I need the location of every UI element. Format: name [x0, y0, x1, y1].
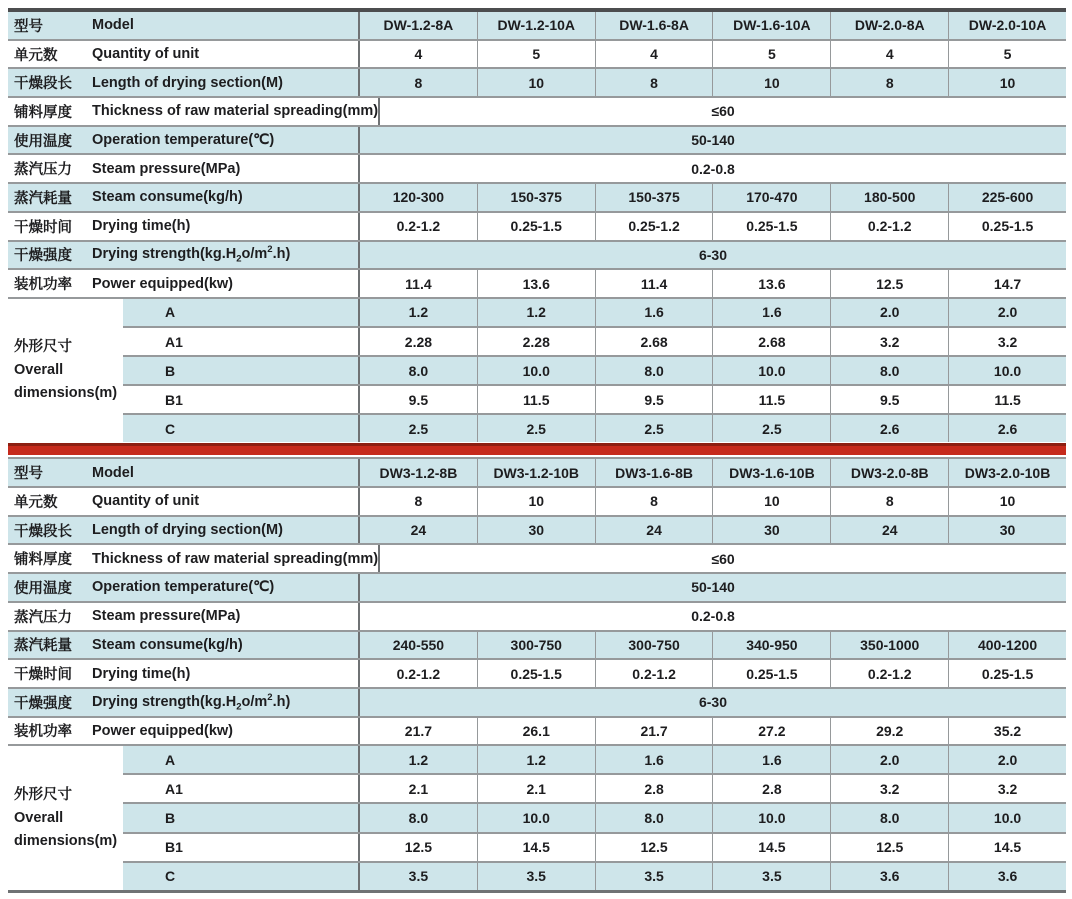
value-cell: 8	[360, 488, 478, 515]
value-cell: DW-1.6-8A	[596, 12, 714, 39]
dimension-sub-label: A1	[123, 328, 360, 355]
value-cell: 14.5	[993, 839, 1022, 856]
value-cell: 3.5	[596, 863, 714, 890]
spec-table-series-a	[8, 8, 1066, 442]
value-cell: 12.5	[596, 834, 714, 861]
label-text: .h)	[272, 246, 291, 263]
merged-value-cell: 0.2-0.8	[691, 160, 735, 177]
row-label-en	[92, 244, 290, 265]
row-label-zh: 蒸汽压力	[14, 609, 72, 626]
table-row	[8, 213, 1066, 242]
dimensions-label-en: Overall	[14, 809, 64, 826]
table-row	[8, 545, 1066, 574]
row-values	[360, 775, 1066, 802]
value-cell: 9.5	[360, 386, 478, 413]
row-label-en: Operation temperature(℃)	[92, 132, 275, 149]
value-cell: 9.5	[596, 386, 714, 413]
row-label-zh: 使用温度	[14, 133, 72, 150]
value-cell: 21.7	[596, 718, 714, 745]
value-cell: DW3-1.6-8B	[596, 459, 714, 486]
red-divider-bar	[8, 443, 1066, 455]
row-values	[360, 184, 1066, 211]
dimensions-label-cell	[8, 746, 123, 890]
value-cell: 150-375	[478, 184, 596, 211]
value-cell: 2.0	[831, 299, 949, 326]
table-row	[8, 155, 1066, 184]
value-cell: 13.6	[713, 270, 831, 297]
value-cell: 14.7	[993, 275, 1022, 292]
row-label-zh: 蒸汽压力	[14, 162, 72, 179]
value-cell: 11.5	[478, 386, 596, 413]
value-cell: 10	[478, 69, 596, 96]
value-cell: 14.5	[713, 834, 831, 861]
value-cell: 21.7	[360, 718, 478, 745]
value-cell: 300-750	[478, 632, 596, 659]
value-cell: 3.6	[997, 868, 1018, 885]
dimensions-label-cell	[8, 299, 123, 443]
dimension-row	[123, 834, 1066, 863]
value-cell: 1.6	[713, 299, 831, 326]
table-row	[8, 689, 1066, 718]
row-values	[360, 12, 1066, 39]
row-values	[380, 98, 1066, 125]
value-cell: DW3-2.0-8B	[831, 459, 949, 486]
value-cell: 3.5	[360, 863, 478, 890]
specification-sheet	[8, 8, 1066, 893]
dimension-sub-label: B	[123, 357, 360, 384]
dimension-row	[123, 746, 1066, 775]
table-row	[8, 41, 1066, 70]
dimensions-label-en: dimensions(m)	[14, 832, 118, 849]
label-text: Drying strength(kg.H	[92, 693, 237, 710]
value-cell: 3.2	[997, 780, 1018, 797]
row-label-zh: 干燥段长	[14, 523, 72, 540]
dimensions-rows	[123, 299, 1066, 443]
dimension-row	[123, 775, 1066, 804]
label-text: o/m	[241, 246, 268, 263]
label-text: o/m	[241, 693, 268, 710]
value-cell: 13.6	[478, 270, 596, 297]
value-cell: 3.5	[713, 863, 831, 890]
value-cell: 30	[999, 522, 1016, 539]
merged-value-cell: ≤60	[711, 103, 735, 120]
merged-value-cell: 50-140	[691, 579, 735, 596]
dimensions-label-zh: 外形尺寸	[14, 786, 72, 803]
row-values	[360, 488, 1066, 515]
row-values	[360, 357, 1066, 384]
row-values	[360, 155, 1066, 182]
row-values	[360, 270, 1066, 297]
table-row	[8, 270, 1066, 299]
row-label-zh: 使用温度	[14, 580, 72, 597]
value-cell: 2.5	[478, 415, 596, 442]
value-cell: 8.0	[596, 357, 714, 384]
table-row	[8, 12, 1066, 41]
value-cell: 0.25-1.5	[713, 213, 831, 240]
dimensions-label-en: Overall	[14, 362, 64, 379]
row-values	[360, 804, 1066, 831]
row-label-en: Steam consume(kg/h)	[92, 636, 243, 653]
value-cell: 10.0	[713, 357, 831, 384]
value-cell: 10.0	[478, 804, 596, 831]
row-label-zh: 蒸汽耗量	[14, 190, 72, 207]
label-text: Drying strength(kg.H	[92, 246, 237, 263]
value-cell: 11.5	[713, 386, 831, 413]
row-label-cell	[8, 213, 360, 240]
value-cell: 10	[478, 488, 596, 515]
value-cell: 27.2	[713, 718, 831, 745]
value-cell: 12.5	[360, 834, 478, 861]
value-cell: 2.0	[831, 746, 949, 773]
row-values	[360, 834, 1066, 861]
row-values	[360, 632, 1066, 659]
dimension-sub-label: C	[123, 863, 360, 890]
row-values	[360, 689, 1066, 716]
label-sup: 2	[267, 244, 273, 256]
value-cell: 2.1	[360, 775, 478, 802]
dimensions-block	[8, 746, 1066, 890]
spec-table-series-b	[8, 457, 1066, 892]
table-row	[8, 603, 1066, 632]
value-cell: DW-1.6-10A	[713, 12, 831, 39]
value-cell: 10	[999, 493, 1016, 510]
value-cell: 10	[999, 74, 1016, 91]
value-cell: 3.2	[831, 328, 949, 355]
merged-value-cell: 50-140	[691, 132, 735, 149]
value-cell: 2.8	[596, 775, 714, 802]
value-cell: 0.2-1.2	[596, 660, 714, 687]
row-values	[360, 603, 1066, 630]
row-values	[360, 328, 1066, 355]
dimension-sub-label: B1	[123, 386, 360, 413]
value-cell: 10	[713, 488, 831, 515]
row-label-cell	[8, 488, 360, 515]
value-cell: 10.0	[993, 362, 1022, 379]
value-cell: 2.6	[831, 415, 949, 442]
value-cell: 240-550	[360, 632, 478, 659]
label-sub: 2	[236, 701, 242, 713]
row-label-en: Model	[92, 17, 134, 34]
row-label-cell	[8, 718, 360, 745]
value-cell: 225-600	[981, 189, 1034, 206]
value-cell: DW3-1.2-8B	[360, 459, 478, 486]
value-cell: 170-470	[713, 184, 831, 211]
row-values	[360, 746, 1066, 773]
value-cell: DW-1.2-10A	[478, 12, 596, 39]
table-row	[8, 660, 1066, 689]
value-cell: 0.25-1.5	[981, 665, 1034, 682]
value-cell: 8	[831, 488, 949, 515]
dimension-row	[123, 415, 1066, 442]
row-label-cell	[8, 545, 380, 572]
dimension-sub-label: A	[123, 746, 360, 773]
row-label-cell	[8, 632, 360, 659]
row-values	[360, 213, 1066, 240]
value-cell: 180-500	[831, 184, 949, 211]
row-label-cell	[8, 517, 360, 544]
row-label-zh: 装机功率	[14, 277, 72, 294]
row-values	[360, 386, 1066, 413]
row-label-zh: 型号	[14, 18, 43, 35]
value-cell: 1.6	[713, 746, 831, 773]
dimension-row	[123, 328, 1066, 357]
value-cell: 11.4	[596, 270, 714, 297]
value-cell: 0.2-1.2	[360, 213, 478, 240]
row-label-en: Steam consume(kg/h)	[92, 189, 243, 206]
value-cell: 3.6	[831, 863, 949, 890]
row-label-zh: 单元数	[14, 47, 58, 64]
value-cell: 150-375	[596, 184, 714, 211]
dimension-sub-label: B1	[123, 834, 360, 861]
row-label-cell	[8, 98, 380, 125]
row-label-cell	[8, 41, 360, 68]
value-cell: 0.2-1.2	[831, 660, 949, 687]
row-label-zh: 铺料厚度	[14, 104, 72, 121]
table-row	[8, 632, 1066, 661]
row-label-cell	[8, 242, 360, 269]
row-values	[360, 718, 1066, 745]
dimension-row	[123, 357, 1066, 386]
value-cell: 8.0	[831, 804, 949, 831]
label-text: .h)	[272, 693, 291, 710]
row-values	[380, 545, 1066, 572]
row-values	[360, 242, 1066, 269]
value-cell: 24	[831, 517, 949, 544]
merged-value-cell: ≤60	[711, 550, 735, 567]
row-label-en: Length of drying section(M)	[92, 74, 283, 91]
value-cell: 350-1000	[831, 632, 949, 659]
row-values	[360, 127, 1066, 154]
value-cell: 8.0	[360, 357, 478, 384]
value-cell: 24	[360, 517, 478, 544]
dimension-sub-label: A1	[123, 775, 360, 802]
value-cell: 2.8	[713, 775, 831, 802]
value-cell: 2.28	[360, 328, 478, 355]
value-cell: DW3-1.6-10B	[713, 459, 831, 486]
row-values	[360, 863, 1066, 890]
value-cell: 1.6	[596, 299, 714, 326]
row-label-en: Drying time(h)	[92, 218, 191, 235]
value-cell: 10	[713, 69, 831, 96]
value-cell: 3.5	[478, 863, 596, 890]
dimensions-rows	[123, 746, 1066, 890]
row-label-cell	[8, 270, 360, 297]
row-values	[360, 660, 1066, 687]
table-row	[8, 127, 1066, 156]
row-label-cell	[8, 689, 360, 716]
value-cell: 8	[596, 488, 714, 515]
value-cell: 120-300	[360, 184, 478, 211]
row-label-en	[92, 692, 290, 713]
table-row	[8, 517, 1066, 546]
value-cell: 2.68	[596, 328, 714, 355]
value-cell: 4	[360, 41, 478, 68]
row-label-cell	[8, 660, 360, 687]
row-label-en: Power equipped(kw)	[92, 275, 233, 292]
value-cell: 5	[478, 41, 596, 68]
value-cell: 12.5	[831, 270, 949, 297]
row-label-en: Quantity of unit	[92, 46, 200, 63]
value-cell: 35.2	[993, 722, 1022, 739]
value-cell: 8	[831, 69, 949, 96]
value-cell: 2.0	[997, 751, 1018, 768]
value-cell: 14.5	[478, 834, 596, 861]
value-cell: 30	[478, 517, 596, 544]
value-cell: 3.2	[997, 333, 1018, 350]
table-row	[8, 98, 1066, 127]
value-cell: 11.4	[360, 270, 478, 297]
row-label-zh: 铺料厚度	[14, 552, 72, 569]
value-cell: 340-950	[713, 632, 831, 659]
value-cell: 0.25-1.5	[713, 660, 831, 687]
row-values	[360, 459, 1066, 486]
value-cell: 2.5	[596, 415, 714, 442]
row-label-en: Thickness of raw material spreading(mm)	[92, 550, 379, 567]
value-cell: 24	[596, 517, 714, 544]
row-values	[360, 69, 1066, 96]
dimension-row	[123, 386, 1066, 415]
dimension-row	[123, 804, 1066, 833]
value-cell: 3.2	[831, 775, 949, 802]
value-cell: 1.2	[360, 299, 478, 326]
value-cell: 8	[596, 69, 714, 96]
label-sub: 2	[236, 254, 242, 266]
merged-value-cell: 0.2-0.8	[691, 608, 735, 625]
dimension-sub-label: A	[123, 299, 360, 326]
value-cell: 10.0	[993, 809, 1022, 826]
value-cell: 4	[596, 41, 714, 68]
row-label-en: Length of drying section(M)	[92, 522, 283, 539]
row-label-zh: 型号	[14, 466, 43, 483]
merged-value-cell: 6-30	[698, 246, 728, 263]
table-row	[8, 69, 1066, 98]
row-label-en: Operation temperature(℃)	[92, 579, 275, 596]
value-cell: 4	[831, 41, 949, 68]
value-cell: DW3-2.0-10B	[964, 464, 1051, 481]
value-cell: 8.0	[596, 804, 714, 831]
value-cell: 26.1	[478, 718, 596, 745]
row-label-zh: 装机功率	[14, 724, 72, 741]
row-label-zh: 干燥强度	[14, 695, 72, 712]
dimension-row	[123, 863, 1066, 890]
value-cell: 1.2	[478, 746, 596, 773]
row-label-cell	[8, 574, 360, 601]
row-values	[360, 41, 1066, 68]
row-label-en: Drying time(h)	[92, 665, 191, 682]
table-row	[8, 574, 1066, 603]
row-label-en: Thickness of raw material spreading(mm)	[92, 103, 379, 120]
row-label-en: Power equipped(kw)	[92, 722, 233, 739]
merged-value-cell: 6-30	[698, 694, 728, 711]
value-cell: 0.2-1.2	[831, 213, 949, 240]
dimension-sub-label: B	[123, 804, 360, 831]
dimension-row	[123, 299, 1066, 328]
value-cell: 1.2	[360, 746, 478, 773]
value-cell: 2.5	[360, 415, 478, 442]
row-label-zh: 单元数	[14, 494, 58, 511]
table-row	[8, 459, 1066, 488]
dimensions-label-zh: 外形尺寸	[14, 339, 72, 356]
row-label-zh: 干燥强度	[14, 248, 72, 265]
value-cell: DW-1.2-8A	[360, 12, 478, 39]
value-cell: 2.0	[997, 304, 1018, 321]
value-cell: DW3-1.2-10B	[478, 459, 596, 486]
value-cell: 10.0	[713, 804, 831, 831]
value-cell: 12.5	[831, 834, 949, 861]
row-label-en: Steam pressure(MPa)	[92, 608, 241, 625]
value-cell: 30	[713, 517, 831, 544]
row-values	[360, 517, 1066, 544]
table-row	[8, 184, 1066, 213]
row-label-en: Quantity of unit	[92, 493, 200, 510]
value-cell: 1.6	[596, 746, 714, 773]
row-label-cell	[8, 459, 360, 486]
value-cell: DW-2.0-8A	[831, 12, 949, 39]
row-label-zh: 蒸汽耗量	[14, 638, 72, 655]
value-cell: 2.68	[713, 328, 831, 355]
value-cell: 0.2-1.2	[360, 660, 478, 687]
value-cell: 2.6	[997, 420, 1018, 437]
table-row	[8, 718, 1066, 747]
row-values	[360, 299, 1066, 326]
row-label-cell	[8, 69, 360, 96]
dimensions-label-en: dimensions(m)	[14, 385, 118, 402]
table-row	[8, 488, 1066, 517]
row-label-en: Steam pressure(MPa)	[92, 160, 241, 177]
value-cell: 300-750	[596, 632, 714, 659]
value-cell: 8.0	[831, 357, 949, 384]
dimensions-block	[8, 299, 1066, 443]
value-cell: 29.2	[831, 718, 949, 745]
dimension-sub-label: C	[123, 415, 360, 442]
row-label-zh: 干燥时间	[14, 667, 72, 684]
value-cell: 400-1200	[977, 636, 1038, 653]
value-cell: 0.25-1.5	[478, 660, 596, 687]
row-values	[360, 574, 1066, 601]
value-cell: DW-2.0-10A	[968, 17, 1047, 34]
row-label-cell	[8, 184, 360, 211]
label-sup: 2	[267, 691, 273, 703]
value-cell: 2.28	[478, 328, 596, 355]
value-cell: 1.2	[478, 299, 596, 326]
row-label-cell	[8, 12, 360, 39]
row-label-cell	[8, 127, 360, 154]
row-label-en: Model	[92, 464, 134, 481]
value-cell: 0.25-1.5	[478, 213, 596, 240]
value-cell: 0.25-1.2	[596, 213, 714, 240]
value-cell: 8	[360, 69, 478, 96]
row-label-cell	[8, 155, 360, 182]
table-row	[8, 242, 1066, 271]
value-cell: 10.0	[478, 357, 596, 384]
value-cell: 0.25-1.5	[981, 218, 1034, 235]
row-values	[360, 415, 1066, 442]
row-label-zh: 干燥段长	[14, 76, 72, 93]
value-cell: 2.5	[713, 415, 831, 442]
value-cell: 8.0	[360, 804, 478, 831]
value-cell: 5	[1003, 46, 1012, 63]
row-label-cell	[8, 603, 360, 630]
value-cell: 2.1	[478, 775, 596, 802]
value-cell: 9.5	[831, 386, 949, 413]
value-cell: 11.5	[994, 391, 1021, 408]
value-cell: 5	[713, 41, 831, 68]
row-label-zh: 干燥时间	[14, 219, 72, 236]
